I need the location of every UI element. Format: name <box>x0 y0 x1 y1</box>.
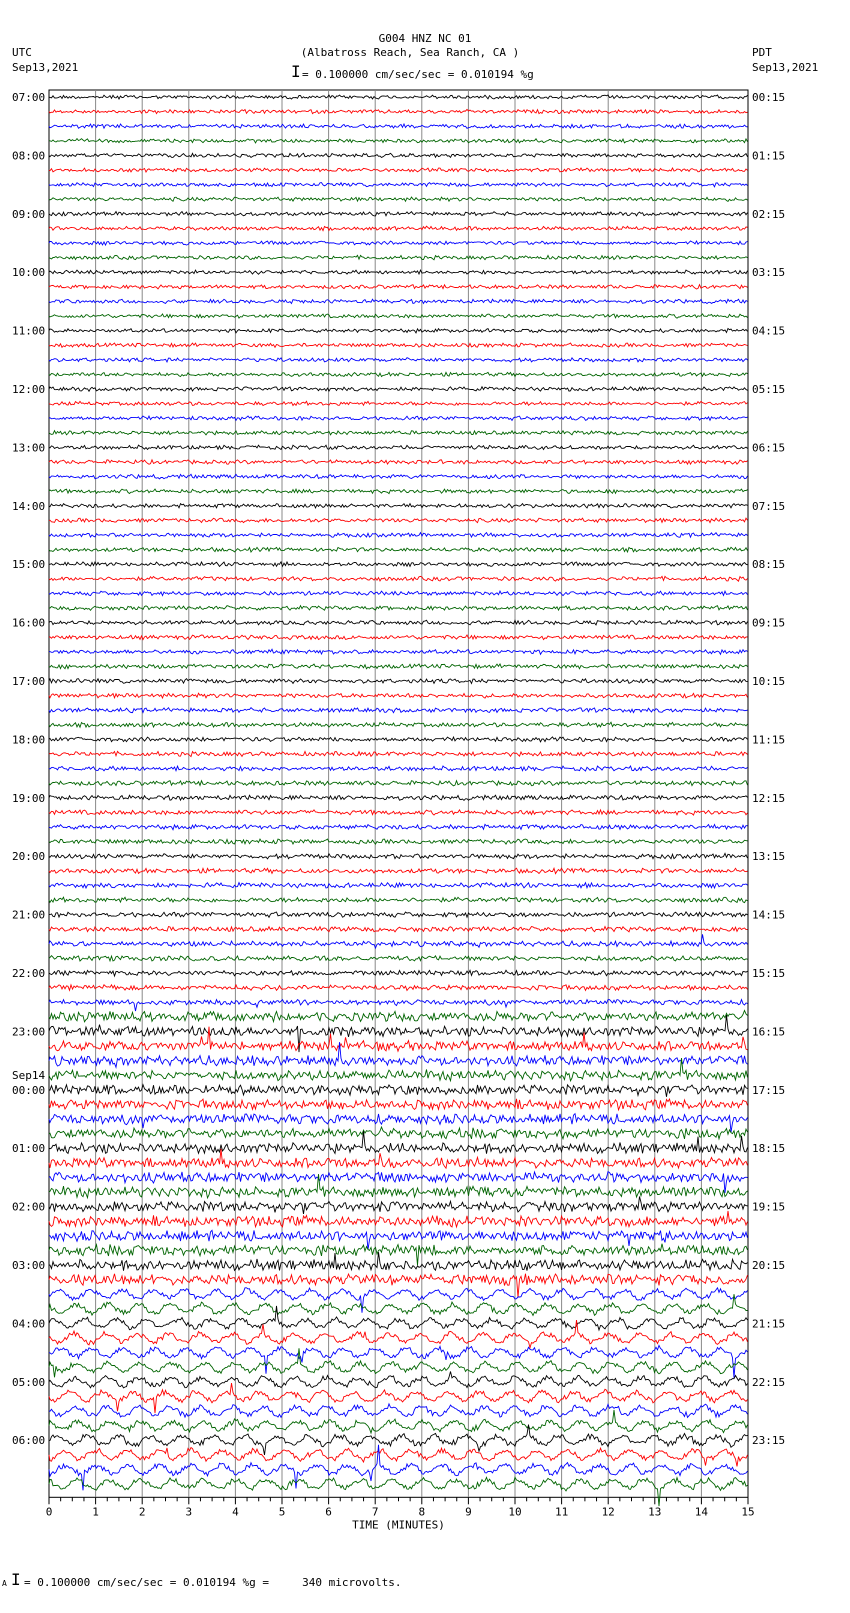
seismic-trace <box>49 1348 748 1377</box>
seismic-trace <box>49 460 748 465</box>
seismic-trace <box>49 547 748 552</box>
right-time-label: 16:15 <box>752 1025 786 1039</box>
seismic-trace <box>49 824 748 829</box>
seismic-trace <box>49 183 748 187</box>
x-tick-label: 9 <box>465 1505 472 1519</box>
footer-scale-icon: I <box>11 1570 21 1589</box>
seismic-trace <box>49 1410 748 1433</box>
x-tick-label: 6 <box>325 1505 332 1519</box>
seismic-trace <box>49 562 748 567</box>
utc-zone-label: UTC <box>12 46 32 59</box>
x-tick-label: 10 <box>508 1505 522 1519</box>
seismic-trace <box>49 1274 748 1298</box>
seismic-trace <box>49 401 748 405</box>
pdt-zone-label: PDT <box>752 46 772 59</box>
x-tick-label: 11 <box>554 1505 569 1519</box>
right-time-label: 14:15 <box>752 908 786 922</box>
seismic-trace <box>49 927 748 932</box>
left-time-label: 05:00 <box>12 1375 46 1389</box>
right-time-label: 01:15 <box>752 149 786 163</box>
seismic-trace <box>49 766 748 771</box>
seismic-trace <box>49 95 748 99</box>
seismic-trace <box>49 1345 748 1377</box>
seismic-trace <box>49 1085 748 1097</box>
seismic-trace <box>49 299 748 303</box>
seismic-trace <box>49 810 748 815</box>
seismic-trace <box>49 1252 748 1271</box>
left-time-label: 22:00 <box>12 967 46 980</box>
seismic-trace <box>49 708 748 713</box>
x-tick-label: 4 <box>232 1505 239 1519</box>
seismic-trace <box>49 956 748 962</box>
left-time-label: 04:00 <box>12 1317 46 1331</box>
seismic-trace <box>49 1127 748 1139</box>
seismic-trace <box>49 445 748 449</box>
right-time-label: 06:15 <box>752 441 786 455</box>
x-axis-title: TIME (MINUTES) <box>352 1518 445 1532</box>
left-time-label: 13:00 <box>12 441 46 455</box>
left-time-label: 03:00 <box>12 1259 46 1272</box>
seismic-trace <box>49 241 748 245</box>
seismic-trace <box>49 197 748 201</box>
right-time-label: 10:15 <box>752 675 786 688</box>
right-time-label: 18:15 <box>752 1142 786 1156</box>
right-time-label: 02:15 <box>752 207 786 221</box>
right-time-label: 03:15 <box>752 266 786 280</box>
right-time-label: 12:15 <box>752 791 786 805</box>
seismic-trace <box>49 664 748 669</box>
seismic-trace <box>49 314 748 318</box>
left-time-label: 11:00 <box>12 324 46 338</box>
seismic-trace <box>49 329 748 333</box>
right-time-label: 13:15 <box>752 850 786 864</box>
x-tick-label: 5 <box>278 1505 286 1519</box>
seismic-trace <box>49 868 748 873</box>
seismic-trace <box>49 387 748 391</box>
right-time-label: 08:15 <box>752 558 786 572</box>
seismic-trace <box>49 1099 748 1110</box>
left-time-label: 23:00 <box>12 1025 46 1039</box>
left-time-label: 08:00 <box>12 149 46 163</box>
seismic-trace <box>49 606 748 611</box>
seismic-trace <box>49 504 748 508</box>
right-time-label: 04:15 <box>752 324 786 338</box>
right-time-label: 21:15 <box>752 1317 786 1331</box>
left-time-label: 20:00 <box>12 850 46 864</box>
footer-marker: A <box>2 1579 7 1588</box>
left-time-label: 12:00 <box>12 383 46 396</box>
station-location: (Albatross Reach, Sea Ranch, CA ) <box>300 46 520 59</box>
seismic-trace <box>49 970 748 976</box>
left-time-label: 15:00 <box>12 558 46 572</box>
right-time-label: 00:15 <box>752 91 786 104</box>
seismic-trace <box>49 358 748 362</box>
seismic-trace <box>49 1011 748 1022</box>
x-tick-label: 13 <box>648 1505 662 1519</box>
seismic-trace <box>49 1211 748 1227</box>
left-time-label: 16:00 <box>12 616 46 630</box>
seismic-trace <box>49 416 748 420</box>
seismic-trace <box>49 1448 748 1467</box>
scale-label: = 0.100000 cm/sec/sec = 0.010194 %g <box>302 68 534 81</box>
left-date-label: Sep14 <box>12 1068 46 1082</box>
x-tick-label: 7 <box>371 1505 379 1519</box>
right-time-label: 19:15 <box>752 1200 786 1214</box>
left-time-label: 06:00 <box>12 1434 46 1448</box>
seismic-trace <box>49 883 748 888</box>
seismic-trace <box>49 897 748 902</box>
seismic-trace <box>49 1244 748 1266</box>
seismic-trace <box>49 124 748 128</box>
seismic-trace <box>49 285 748 289</box>
right-time-label: 22:15 <box>752 1375 786 1389</box>
left-time-label: 07:00 <box>12 91 46 104</box>
station-title: G004 HNZ NC 01 <box>378 32 472 45</box>
seismic-trace <box>49 839 748 844</box>
seismic-trace <box>49 693 748 698</box>
x-tick-label: 2 <box>138 1505 146 1519</box>
seismic-trace <box>49 985 748 991</box>
left-time-label: 10:00 <box>12 266 46 280</box>
x-tick-label: 3 <box>185 1505 193 1519</box>
seismic-trace <box>49 620 748 625</box>
left-time-label: 19:00 <box>12 791 46 805</box>
x-tick-label: 15 <box>741 1505 755 1519</box>
seismic-trace <box>49 474 748 479</box>
scale-bar-icon: I <box>291 62 301 81</box>
seismic-trace <box>49 737 748 742</box>
seismic-trace <box>49 533 748 538</box>
right-time-label: 17:15 <box>752 1083 786 1097</box>
seismic-trace <box>49 635 748 640</box>
left-time-label: 21:00 <box>12 908 46 922</box>
seismic-trace <box>49 781 748 786</box>
right-time-label: 23:15 <box>752 1434 786 1448</box>
seismic-trace <box>49 212 748 216</box>
right-time-label: 09:15 <box>752 616 786 630</box>
seismic-trace <box>49 795 748 800</box>
seismic-trace <box>49 1000 748 1011</box>
left-time-label: 09:00 <box>12 207 46 221</box>
left-time-label: 02:00 <box>12 1200 46 1214</box>
seismic-trace <box>49 1404 748 1418</box>
x-tick-label: 14 <box>694 1505 709 1519</box>
pdt-date-label: Sep13,2021 <box>752 61 819 74</box>
seismic-trace <box>49 226 748 230</box>
seismic-trace <box>49 1383 748 1413</box>
seismic-trace <box>49 934 748 948</box>
seismic-trace <box>49 853 748 859</box>
seismic-trace <box>49 722 748 727</box>
seismic-trace <box>49 431 748 435</box>
right-time-label: 07:15 <box>752 499 786 513</box>
seismic-trace <box>49 591 748 596</box>
right-time-label: 15:15 <box>752 967 786 980</box>
seismic-trace <box>49 1477 748 1506</box>
seismic-trace <box>49 912 748 917</box>
seismic-trace <box>49 649 748 654</box>
seismic-trace <box>49 153 748 157</box>
left-time-label: 18:00 <box>12 733 46 747</box>
utc-date-label: Sep13,2021 <box>12 61 79 74</box>
seismic-trace <box>49 489 748 494</box>
left-time-label: 17:00 <box>12 675 46 688</box>
seismic-trace <box>49 1197 748 1214</box>
seismic-trace <box>49 372 748 376</box>
left-time-label: 00:00 <box>12 1083 46 1097</box>
right-time-label: 20:15 <box>752 1259 786 1272</box>
seismic-trace <box>49 679 748 684</box>
seismic-trace <box>49 518 748 522</box>
seismic-trace <box>49 109 748 113</box>
footer-scale-label: = 0.100000 cm/sec/sec = 0.010194 %g = 340 microvolts. <box>24 1576 402 1589</box>
left-time-label: 01:00 <box>12 1142 46 1156</box>
seismic-trace <box>49 576 748 581</box>
left-time-label: 14:00 <box>12 499 46 513</box>
seismic-trace <box>49 139 748 143</box>
right-time-label: 05:15 <box>752 383 786 396</box>
seismic-trace <box>49 255 748 259</box>
seismic-trace <box>49 751 748 756</box>
seismic-trace <box>49 270 748 274</box>
right-time-label: 11:15 <box>752 733 786 747</box>
seismic-trace <box>49 343 748 347</box>
seismic-trace <box>49 1372 748 1388</box>
seismic-trace <box>49 168 748 172</box>
x-tick-label: 12 <box>601 1505 615 1519</box>
seismic-trace <box>49 1114 748 1133</box>
x-tick-label: 0 <box>45 1505 53 1519</box>
x-tick-label: 8 <box>418 1505 426 1519</box>
seismic-trace <box>49 1288 748 1313</box>
x-tick-label: 1 <box>92 1505 99 1519</box>
